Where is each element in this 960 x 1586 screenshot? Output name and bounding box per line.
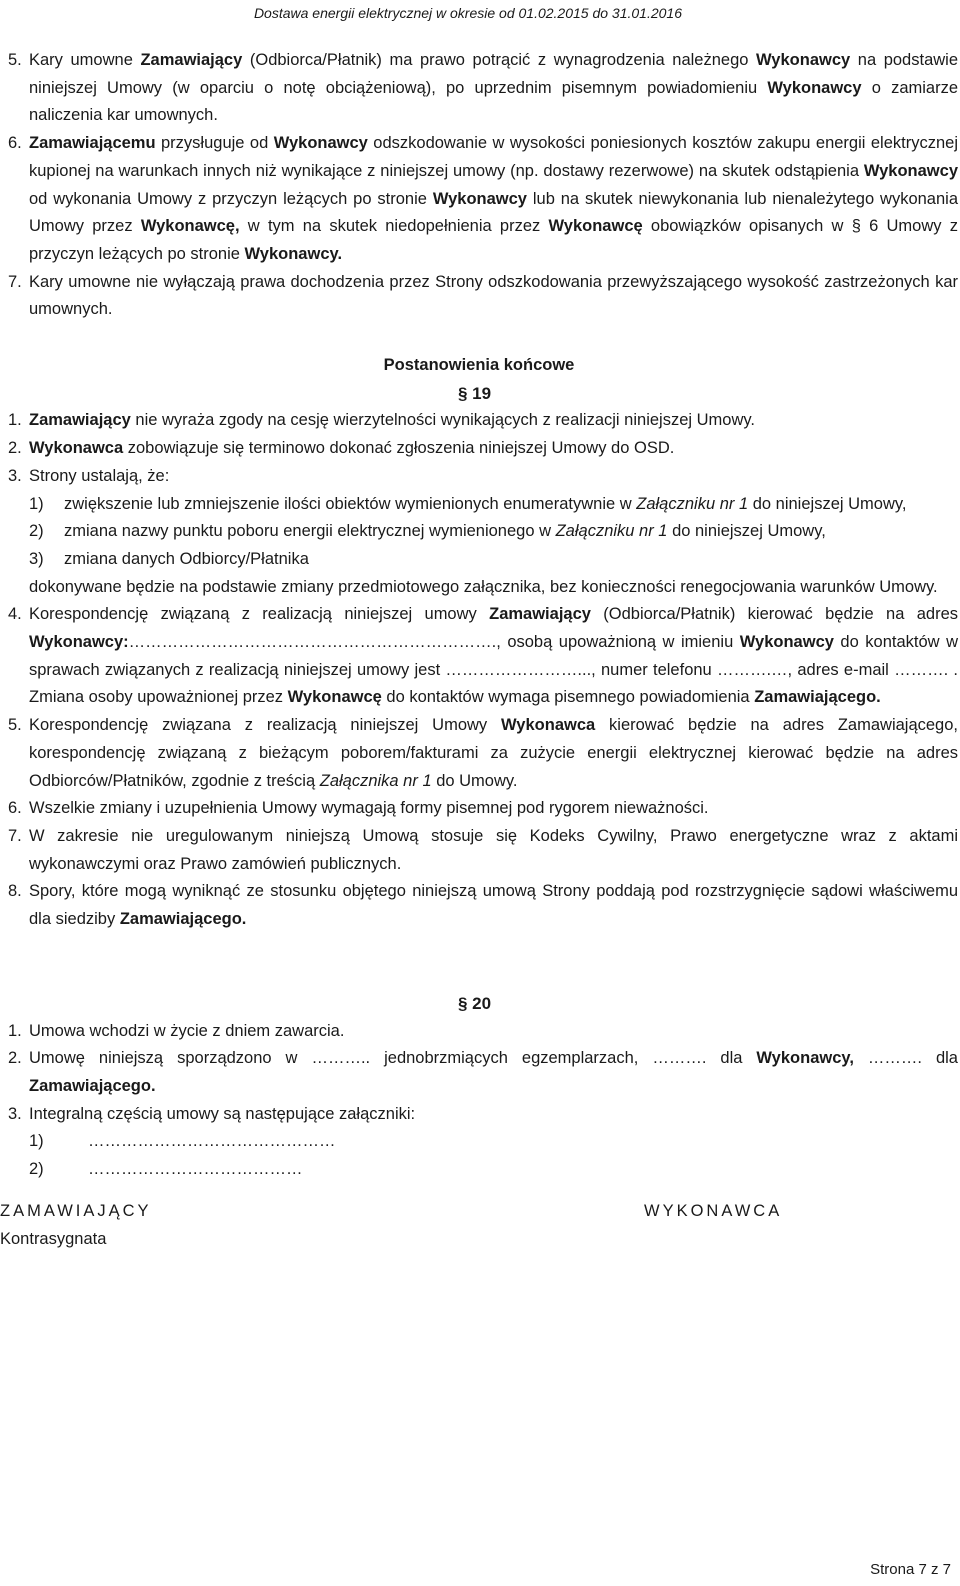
s19-clause-7	[0, 823, 958, 878]
text: nie wyraża zgody na cesję wierzytelności wynikających z realizacji niniejszej Umowy.	[130, 411, 755, 430]
bold-term: Wykonawcy	[739, 633, 834, 652]
s19-clause-4	[0, 601, 958, 712]
bold-term: Zamawiający	[489, 605, 591, 624]
page-number: Strona 7 z 7	[870, 1561, 951, 1578]
clause-number: 3.	[8, 466, 22, 485]
clause-number: 1.	[8, 1021, 22, 1040]
item-number: 1)	[29, 494, 44, 513]
clause-number: 7.	[8, 826, 22, 845]
s20-clause-3	[0, 1101, 958, 1129]
bold-term: Zamawiający	[29, 411, 131, 430]
text: Spory, które mogą wyniknąć ze stosunku objętego niniejszą umową Strony poddają pod rozstrzygnięcie sądowi właściwemu dla siedziby	[29, 882, 958, 929]
bold-term: Wykonawcy,	[756, 1049, 854, 1068]
text: zobowiązuje się terminowo dokonać zgłoszenia niniejszej Umowy do OSD.	[123, 439, 675, 458]
text: Kary umowne nie wyłączają prawa dochodzenia przez Strony odszkodowania przewyższającego wysokość zastrzeżonych kar umownych.	[29, 272, 958, 319]
text: do kontaktów w sprawach związanych z realizacją niniejszej umowy jest ……………………..., numer telefonu ……….…, adres e-mail ………. . Zmiana osoby upoważnionej przez	[29, 633, 959, 707]
paragraph-20-heading: § 20	[458, 993, 492, 1013]
bold-term: Wykonawcy:	[29, 633, 129, 652]
text: odszkodowanie w wysokości poniesionych kosztów zakupu energii elektrycznej kupionej na warunkach innych niż wynikające z niniejszej umowy (np. dostawy rezerwowe) na skutek odstąpienia	[29, 134, 958, 180]
bold-term: Wykonawca	[501, 716, 596, 735]
text: przysługuje od	[155, 134, 274, 153]
text: do Umowy.	[431, 771, 518, 790]
text: do kontaktów wymaga pisemnego powiadomienia	[381, 688, 755, 707]
s19-clause-3-tail: dokonywane będzie na podstawie zmiany przedmiotowego załącznika, bez konieczności renegocjowania warunków Umowy.	[29, 577, 938, 596]
bold-term: Wykonawcy	[767, 78, 862, 97]
clause-number: 5.	[8, 51, 22, 69]
countersign-row	[0, 1226, 958, 1254]
bold-term: Wykonawcę	[287, 688, 382, 707]
clause-number: 1.	[8, 411, 22, 430]
bold-term: Wykonawcy.	[244, 244, 343, 263]
bold-term: Zamawiającego.	[754, 688, 881, 707]
text: (Odbiorca/Płatnik) kierować będzie na adres	[590, 605, 958, 624]
clause-number: 2.	[8, 1049, 22, 1068]
clause-5	[0, 47, 958, 130]
bold-term: Wykonawcę,	[140, 217, 240, 236]
text: Korespondencję związana z realizacją niniejszej Umowy	[29, 716, 502, 735]
text: Umowa wchodzi w życie z dniem zawarcia.	[29, 1021, 345, 1040]
text: Korespondencję związaną z realizacją niniejszej umowy	[29, 605, 490, 624]
bold-term: Wykonawca	[29, 439, 124, 458]
signature-contractor: WYKONAWCA	[644, 1201, 783, 1220]
clause-number: 3.	[8, 1104, 22, 1123]
text: na podstawie niniejszej Umowy (w oparciu o notę obciążeniową), po uprzednim pisemnym powiadomieniu	[29, 51, 959, 97]
s19-clause-3-item-3	[0, 546, 958, 574]
text: w tym na skutek niedopełnienia przez	[239, 217, 549, 236]
clause-7	[0, 269, 958, 324]
text: Integralną częścią umowy są następujące załączniki:	[29, 1104, 416, 1123]
clause-number: 6.	[8, 799, 22, 818]
countersignature-label: Kontrasygnata	[0, 1229, 107, 1248]
italic-ref: Załącznika nr 1	[319, 771, 432, 790]
bold-term: Zamawiającego.	[29, 1076, 156, 1095]
bold-term: Wykonawcy	[273, 134, 368, 153]
s20-clause-3-item-2	[0, 1156, 958, 1184]
s20-clause-2	[0, 1045, 958, 1100]
item-number: 2)	[29, 1160, 44, 1179]
text: zmiana danych Odbiorcy/Płatnika	[64, 549, 309, 568]
clause-number: 5.	[8, 716, 22, 735]
text: zmiana nazwy punktu poboru energii elektrycznej wymienionego w	[64, 522, 556, 541]
s20-clause-1	[0, 1018, 958, 1046]
text: do niniejszej Umowy,	[748, 494, 907, 513]
s19-clause-8	[0, 878, 958, 933]
bold-term: Wykonawcę	[548, 217, 643, 236]
bold-term: Wykonawcy	[432, 189, 527, 208]
italic-ref: Załączniku nr 1	[636, 494, 749, 513]
text: Strony ustalają, że:	[29, 466, 170, 485]
s20-clause-3-item-1	[0, 1128, 958, 1156]
text: o zamiarze naliczenia kar umownych.	[29, 78, 959, 125]
text: W zakresie nie uregulowanym niniejszą Umową stosuje się Kodeks Cywilny, Prawo energetyczne wraz z aktami wykonawczymi oraz Prawo zamówień publicznych.	[29, 826, 958, 873]
signature-ordering-party: ZAMAWIAJĄCY	[0, 1201, 152, 1220]
text: Kary umowne	[29, 51, 141, 69]
text: zwiększenie lub zmniejszenie ilości obiektów wymienionych enumeratywnie w	[64, 494, 637, 513]
text: (Odbiorca/Płatnik) ma prawo potrącić z wynagrodzenia należnego	[242, 51, 757, 69]
text: kierować będzie na adres Zamawiającego, korespondencję związaną z bieżącym poborem/fakturami za zużycie energii elektrycznej kierować będzie na adres Odbiorców/Płatników, zgodnie z treścią	[29, 716, 958, 790]
s19-clause-3-item-1	[0, 491, 958, 519]
text: …………………………………	[88, 1160, 303, 1179]
clause-number: 8.	[8, 882, 22, 901]
text: Umowę niniejszą sporządzono w ……….. jednobrzmiących egzemplarzach, ………. dla	[29, 1049, 757, 1068]
s19-clause-5	[0, 712, 958, 795]
bold-term: Wykonawcy	[863, 161, 958, 180]
item-number: 2)	[29, 522, 44, 541]
bold-term: Zamawiający	[140, 51, 243, 69]
italic-ref: Załączniku nr 1	[555, 522, 668, 541]
s19-clause-3-item-2	[0, 518, 958, 546]
s19-clause-1	[0, 407, 958, 435]
bold-term: Zamawiającego.	[119, 910, 247, 929]
clause-number: 4.	[8, 605, 22, 624]
s19-clause-2	[0, 435, 958, 463]
paragraph-19-heading: § 19	[458, 383, 492, 403]
s19-clause-6	[0, 795, 958, 823]
page-header: Dostawa energii elektrycznej w okresie od 01.02.2015 do 31.01.2016	[253, 5, 682, 21]
text: Wszelkie zmiany i uzupełnienia Umowy wymagają formy pisemnej pod rygorem nieważności.	[29, 799, 709, 818]
signature-row	[0, 1198, 958, 1226]
text: do niniejszej Umowy,	[667, 522, 826, 541]
clause-6	[0, 130, 958, 269]
bold-term: Zamawiającemu	[29, 134, 156, 153]
text: obowiązków opisanych w § 6 Umowy z przyczyn leżących po stronie	[29, 217, 959, 263]
clause-number: 6.	[8, 134, 22, 153]
text: lub na skutek niewykonania lub nienależytego wykonania Umowy przez	[29, 189, 958, 236]
section-title: Postanowienia końcowe	[383, 356, 575, 375]
text: ………………………………………	[88, 1132, 336, 1151]
document-body	[0, 47, 958, 1254]
s19-clause-3	[0, 463, 958, 491]
item-number: 3)	[29, 549, 44, 568]
bold-term: Wykonawcy	[756, 51, 851, 69]
clause-number: 2.	[8, 439, 22, 458]
clause-number: 7.	[8, 272, 22, 291]
item-number: 1)	[29, 1132, 44, 1151]
text: ………. dla	[853, 1049, 958, 1068]
text: …………………………………………………………., osobą upoważnioną w imieniu	[128, 633, 740, 652]
text: od wykonania Umowy z przyczyn leżących po stronie	[29, 189, 433, 208]
